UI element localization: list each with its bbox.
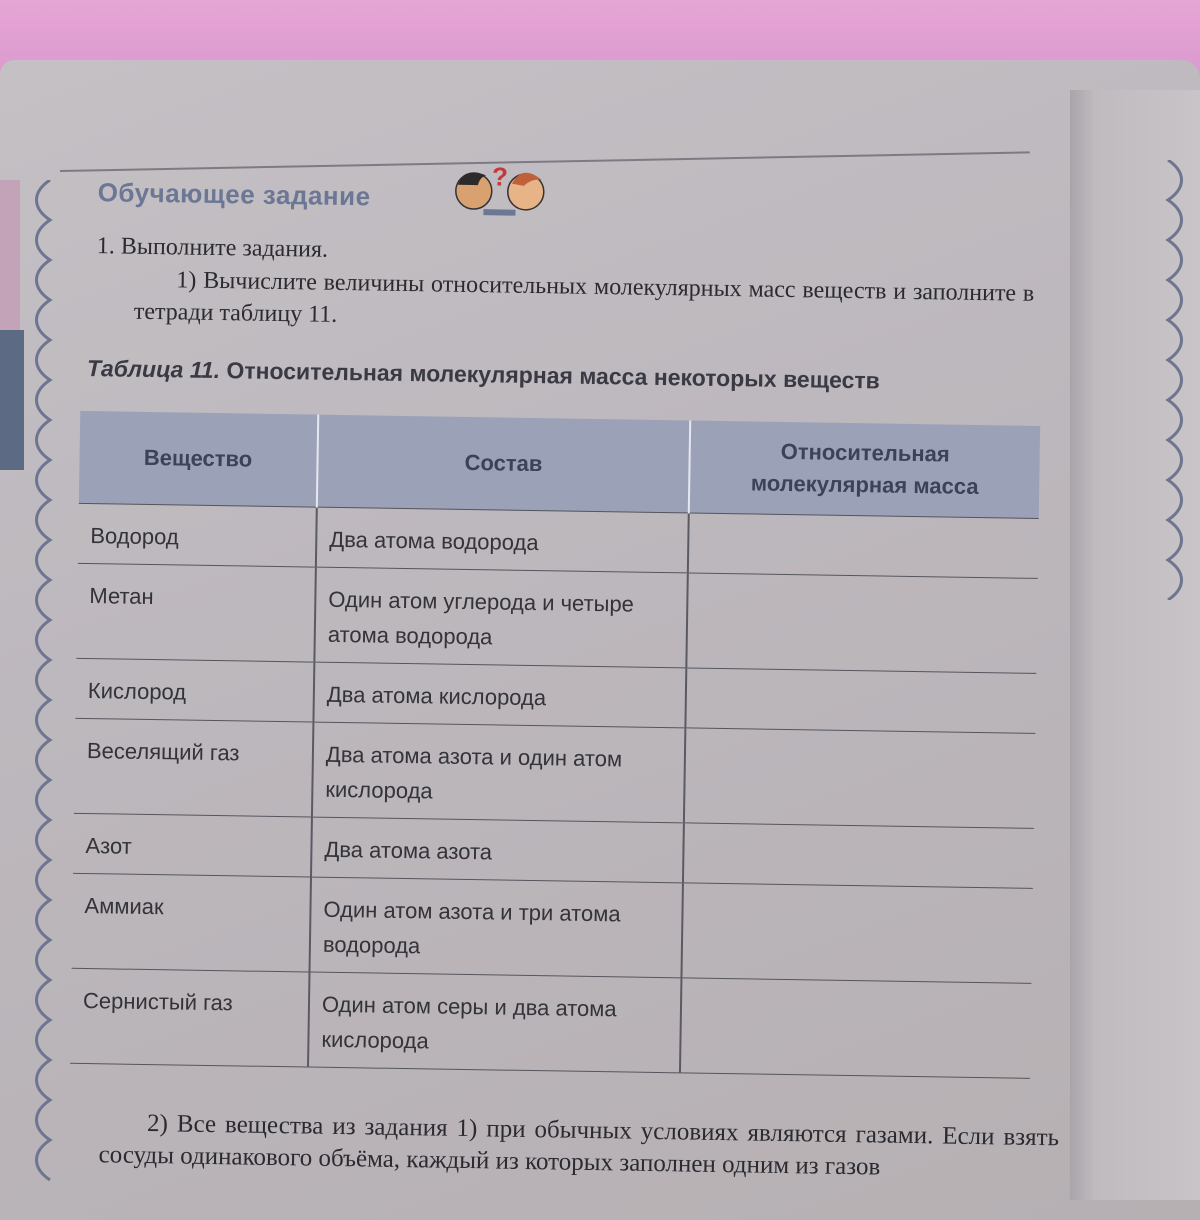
- cell-mass: [681, 883, 1032, 983]
- cell-composition: Один атом углерода и четыре атома водорода: [314, 567, 687, 668]
- table-row: [70, 968, 1031, 1078]
- cell-mass: [688, 513, 1039, 578]
- header-mass: Относительная молекулярная масса: [689, 420, 1040, 518]
- molecular-mass-table: [70, 411, 1040, 1079]
- header-composition: Состав: [317, 415, 690, 513]
- svg-text:?: ?: [491, 161, 509, 192]
- cell-composition: Два атома азота и один атом кислорода: [312, 722, 685, 823]
- next-task-text: 2) Все вещества из задания 1) при обычных условиях являются газами. Если взять сосуды одинакового объёма, каждый из которых заполнен одним из газов: [98, 1110, 1060, 1181]
- table-header-row: [79, 411, 1040, 519]
- cell-composition: Два атома водорода: [316, 507, 689, 573]
- cell-composition: Два атома азота: [311, 817, 684, 883]
- table-caption-text: Относительная молекулярная масса некоторых веществ: [226, 357, 881, 394]
- section-title: Обучающее задание: [97, 177, 371, 212]
- cell-composition: Один атом азота и три атома водорода: [310, 877, 683, 978]
- cell-mass: [686, 573, 1037, 673]
- cell-composition: Два атома кислорода: [313, 662, 686, 728]
- cell-mass: [684, 728, 1035, 828]
- table-row: [72, 873, 1033, 983]
- cell-mass: [683, 823, 1034, 888]
- cell-substance: Азот: [73, 813, 312, 877]
- task-instruction: 1) Вычислите величины относительных молекулярных масс веществ и заполните в тетради таблицу 11.: [133, 267, 1035, 328]
- table-caption-number: Таблица 11.: [86, 354, 221, 384]
- table-row: [74, 718, 1035, 828]
- cell-substance: Водород: [78, 503, 317, 567]
- right-wavy-border: [1158, 160, 1198, 600]
- table-row: [76, 563, 1037, 673]
- left-wavy-border: [20, 180, 60, 1200]
- cell-mass: [680, 978, 1031, 1078]
- cell-substance: Метан: [76, 563, 315, 662]
- left-edge-strip: [0, 180, 20, 330]
- cell-composition: Один атом серы и два атома кислорода: [308, 972, 681, 1073]
- cell-substance: Сернистый газ: [70, 968, 309, 1067]
- cell-substance: Веселящий газ: [74, 718, 313, 817]
- cell-mass: [685, 668, 1036, 733]
- cell-substance: Аммиак: [72, 873, 311, 972]
- task-heading: 1. Выполните задания.: [96, 233, 329, 263]
- header-substance: Вещество: [79, 411, 318, 507]
- thinking-people-icon: [445, 159, 556, 226]
- cell-substance: Кислород: [75, 658, 314, 722]
